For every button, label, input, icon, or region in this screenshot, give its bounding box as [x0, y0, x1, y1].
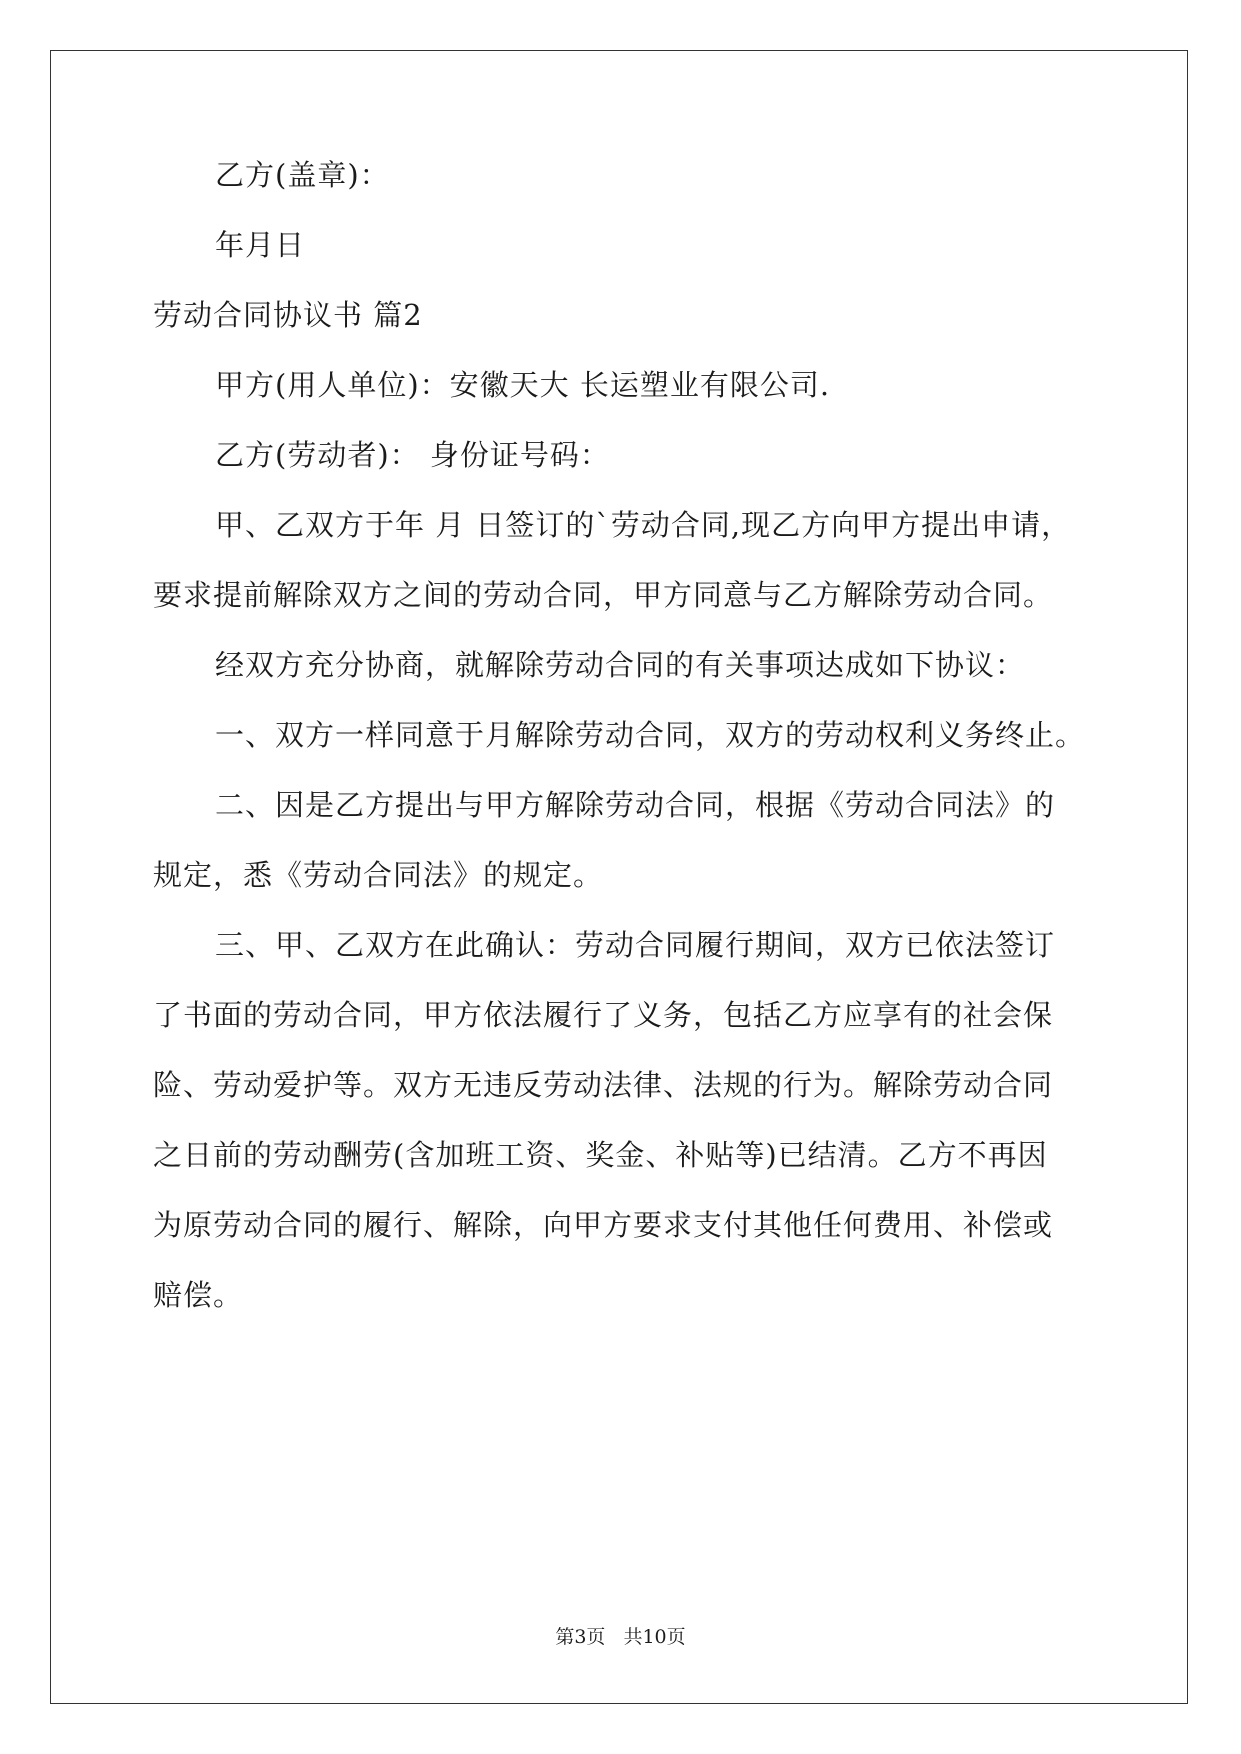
clause-two-cont: 规定，悉《劳动合同法》的规定。 [153, 858, 604, 892]
signature-date: 年月日 [215, 228, 306, 262]
clause-three-cont: 之日前的劳动酬劳(含加班工资、奖金、补贴等)已结清。乙方不再因 [153, 1138, 1048, 1172]
clause-three-cont: 赔偿。 [153, 1278, 244, 1312]
clause-three-cont: 险、劳动爱护等。双方无违反劳动法律、法规的行为。解除劳动合同 [153, 1068, 1054, 1102]
paragraph-line: 经双方充分协商，就解除劳动合同的有关事项达成如下协议： [215, 648, 1026, 682]
clause-one: 一、双方一样同意于月解除劳动合同，双方的劳动权利义务终止。 [215, 718, 1086, 752]
page-footer [0, 1622, 1241, 1649]
party-a-line: 甲方(用人单位)：安徽天大 长运塑业有限公司. [215, 368, 831, 402]
page-number-total: 共10页 [623, 1626, 686, 1648]
clause-three: 三、甲、乙双方在此确认：劳动合同履行期间，双方已依法签订 [215, 928, 1056, 962]
signature-party-b: 乙方(盖章)： [215, 158, 390, 192]
party-b-line: 乙方(劳动者)： 身份证号码： [215, 438, 610, 472]
paragraph-line: 要求提前解除双方之间的劳动合同，甲方同意与乙方解除劳动合同。 [153, 578, 1054, 612]
clause-three-cont: 为原劳动合同的履行、解除，向甲方要求支付其他任何费用、补偿或 [153, 1208, 1054, 1242]
clause-two: 二、因是乙方提出与甲方解除劳动合同，根据《劳动合同法》的 [215, 788, 1056, 822]
page-number-current: 第3页 [555, 1626, 606, 1648]
paragraph-line: 甲、乙双方于年 月 日签订的`劳动合同,现乙方向甲方提出申请， [215, 508, 1072, 542]
section-title: 劳动合同协议书 篇2 [153, 298, 423, 332]
clause-three-cont: 了书面的劳动合同，甲方依法履行了义务，包括乙方应享有的社会保 [153, 998, 1054, 1032]
